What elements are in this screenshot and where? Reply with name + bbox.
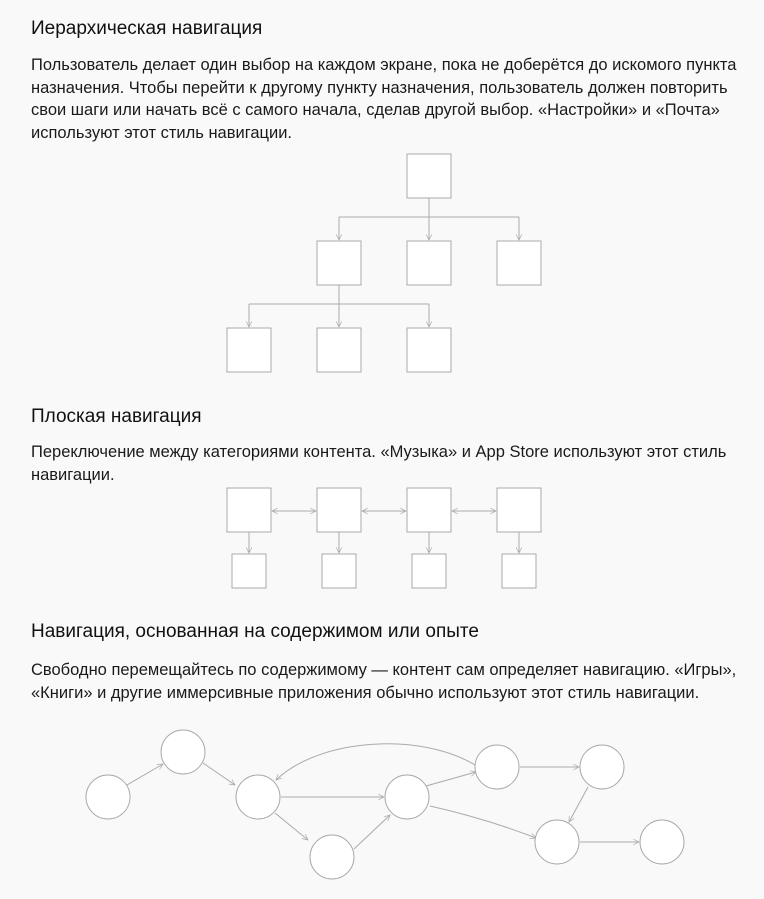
content-driven-title: Навигация, основанная на содержимом или опыте — [31, 621, 479, 642]
hierarchical-description: Пользователь делает один выбор на каждом экране, пока не доберётся до искомого пункта назначения. Чтобы перейти к другому пункту назначения, пользователь должен повторить свои шаги или начать всё с самого начала, сделав другой выбор. «Настройки» и «Почта» используют этот стиль навигации. — [31, 56, 737, 142]
content-link-arrow — [276, 744, 475, 780]
content-node — [385, 775, 429, 819]
content-driven-diagram — [86, 730, 684, 879]
content-node — [475, 745, 519, 789]
flat-child-screen — [232, 554, 266, 588]
flat-child-screen — [322, 554, 356, 588]
content-node — [580, 745, 624, 789]
content-link-arrow — [127, 764, 163, 785]
content-link-arrow — [275, 813, 308, 840]
content-link-arrow — [569, 787, 588, 822]
flat-child-screen — [502, 554, 536, 588]
content-node — [236, 775, 280, 819]
flat-category-screen — [407, 488, 451, 532]
hierarchy-level2-screen — [407, 328, 451, 372]
flat-child-screen — [412, 554, 446, 588]
content-node — [640, 820, 684, 864]
content-node — [86, 775, 130, 819]
flat-diagram — [227, 488, 541, 588]
hierarchical-title: Иерархическая навигация — [31, 18, 263, 39]
content-link-arrow — [203, 763, 235, 785]
content-link-arrow — [354, 815, 390, 849]
flat-category-screen — [317, 488, 361, 532]
hierarchy-root-screen — [407, 154, 451, 198]
content-link-arrow — [430, 806, 536, 838]
flat-title: Плоская навигация — [31, 406, 202, 427]
flat-category-screen — [497, 488, 541, 532]
hierarchical-diagram — [227, 154, 541, 372]
hierarchy-level2-screen — [227, 328, 271, 372]
content-link-arrow — [426, 772, 476, 786]
content-driven-description: Свободно перемещайтесь по содержимому — контент сам определяет навигацию. «Игры», «Книги» и другие иммерсивные приложения обычно используют этот стиль навигации. — [31, 661, 737, 702]
content-node — [535, 820, 579, 864]
content-node — [161, 730, 205, 774]
hierarchy-level1-screen — [317, 241, 361, 285]
hierarchy-level1-screen — [407, 241, 451, 285]
hierarchy-level2-screen — [317, 328, 361, 372]
content-node — [310, 835, 354, 879]
hierarchy-level1-screen — [497, 241, 541, 285]
flat-description: Переключение между категориями контента. «Музыка» и App Store используют этот стиль навигации. — [31, 443, 727, 484]
flat-category-screen — [227, 488, 271, 532]
